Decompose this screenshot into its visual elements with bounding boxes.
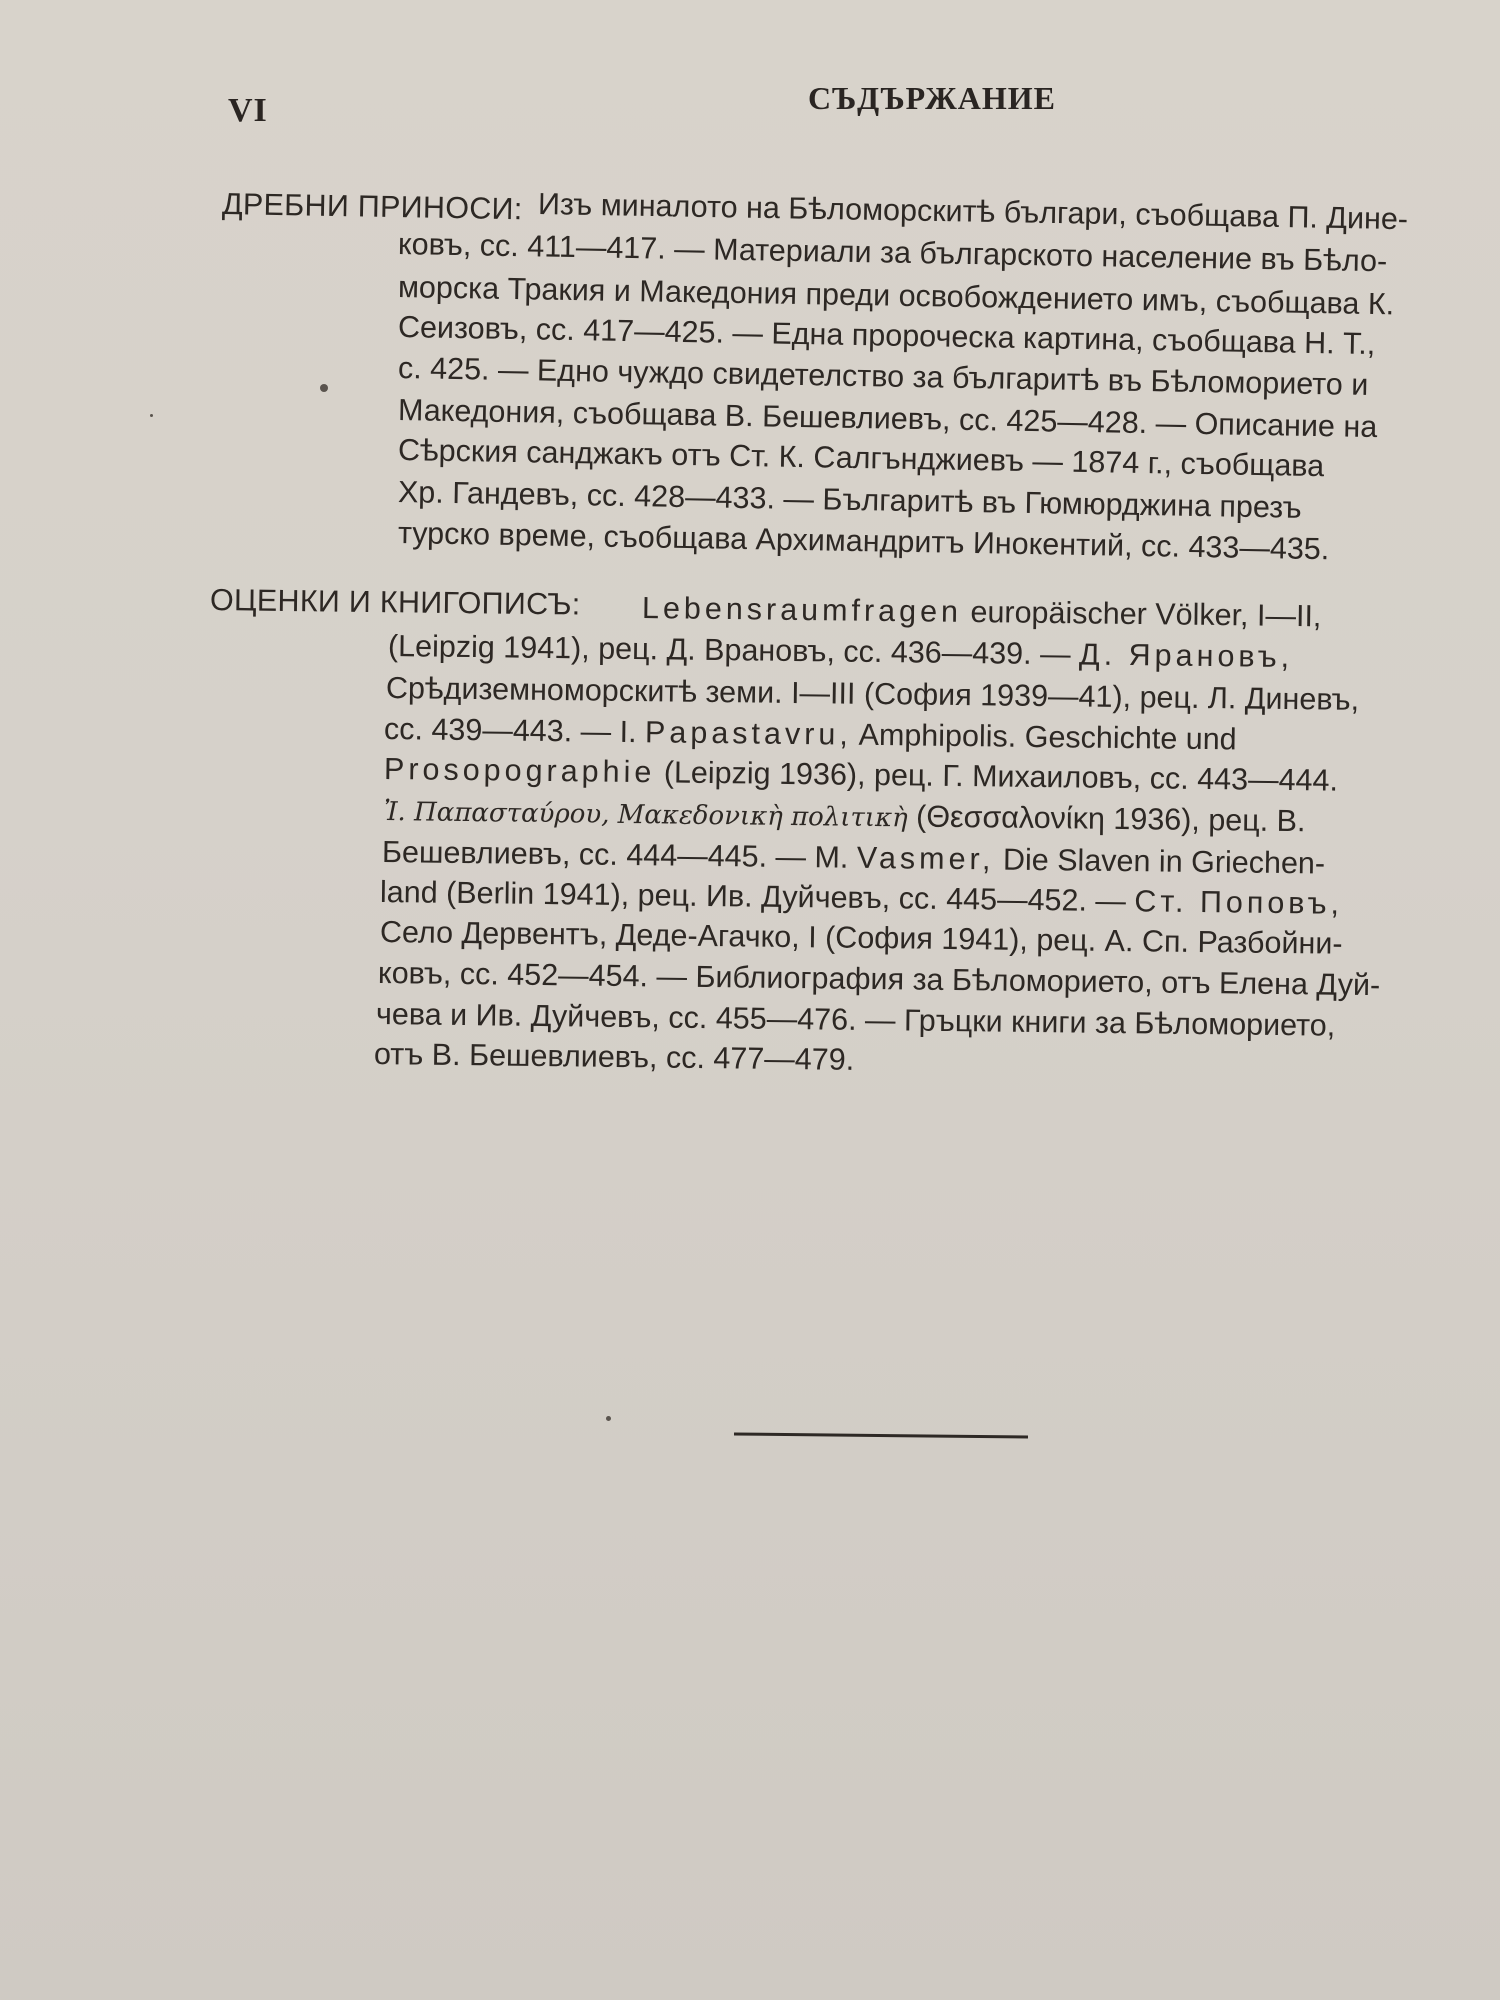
entry-line: морска Тракия и Македония преди освобождението имъ, съобщава К. — [397, 270, 1395, 322]
entry-line — [384, 751, 1338, 799]
entry-text: (Θεσσαλονίκη 1936), рец. В. — [907, 799, 1306, 839]
entry-text: Amphipolis. Geschichte und — [851, 717, 1237, 757]
entry-text: Die Slaven in Griechen- — [994, 842, 1326, 881]
entry-line — [382, 834, 1325, 882]
entry-line — [384, 711, 1237, 757]
page-number: VI — [228, 92, 268, 129]
closing-rule — [734, 1432, 1028, 1438]
entry-text: Бешевлиевъ, сс. 444—445. — M. — [381, 835, 858, 875]
entry-line: Изъ миналото на Бѣломорскитѣ българи, съобщава П. Дине- — [537, 187, 1409, 237]
entry-line — [642, 590, 1322, 634]
entry-line: с. 425. — Едно чуждо свидетелство за българитѣ въ Бѣломорието и — [397, 351, 1369, 402]
entry-line: Село Дервентъ, Деде-Агачко, I (София 1941), рец. А. Сп. Разбойни- — [379, 915, 1343, 961]
entry-line — [380, 874, 1343, 922]
entry-line: Срѣдиземноморскитѣ земи. I—III (София 1939—41), рец. Л. Диневъ, — [385, 671, 1360, 717]
entry-line — [384, 792, 1306, 841]
entry-line: ковъ, сс. 452—454. — Библиография за Бѣломорието, отъ Елена Дуй- — [377, 956, 1381, 1003]
entry-line: Македония, съобщава В. Бешевлиевъ, сс. 425—428. — Описание на — [397, 393, 1378, 445]
entry-text: сс. 439—443. — I. — [383, 712, 646, 750]
greek-title: Ἰ. Παπασταύρου, Μακεδονικὴ πολιτικὴ — [383, 797, 908, 834]
entry-line: Сѣрския санджакъ отъ Ст. К. Салгънджиевъ — 1874 г., съобщава — [397, 433, 1325, 484]
entry-text: (Leipzig 1936), рец. Г. Михаиловъ, сс. 443—444. — [655, 755, 1339, 798]
section-heading: ОЦЕНКИ И КНИГОПИСЪ: — [209, 583, 581, 622]
entry-line: отъ В. Бешевлиевъ, сс. 477—479. — [373, 1037, 855, 1077]
entry-text: europäischer Völker, I—II, — [961, 594, 1322, 634]
spaced-author: Ст. Поповъ, — [1134, 884, 1344, 921]
entry-line: ковъ, сс. 411—417. — Материали за българското население въ Бѣло- — [397, 227, 1388, 279]
entry-line: чева и Ив. Дуйчевъ, сс. 455—476. — Гръцки книги за Бѣломорието, — [375, 997, 1336, 1043]
spaced-title: Prosopographie — [383, 752, 656, 790]
entry-text: (Leipzig 1941), рец. Д. Врановъ, сс. 436—439. — — [387, 629, 1080, 672]
spaced-title: Lebensraumfragen — [641, 591, 963, 629]
entry-line: турско време, съобщава Архимандритъ Инокентий, сс. 433—435. — [397, 516, 1330, 567]
entry-line: Сеизовъ, сс. 417—425. — Една пророческа картина, съобщава Н. Т., — [397, 310, 1376, 362]
running-head: СЪДЪРЖАНИЕ — [808, 80, 1056, 116]
entry-line — [388, 628, 1294, 675]
section-heading: ДРЕБНИ ПРИНОСИ: — [221, 187, 523, 227]
entry-line: Хр. Гандевъ, сс. 428—433. — Българитѣ въ Гюмюрджина презъ — [397, 475, 1302, 525]
spaced-author: Vasmer, — [856, 840, 995, 877]
paper-speck — [606, 1416, 611, 1421]
paper-speck — [320, 384, 328, 392]
paper-speck — [150, 414, 153, 417]
entry-text: land (Berlin 1941), рец. Ив. Дуйчевъ, сс. 445—452. — — [379, 875, 1135, 919]
spaced-author: Д. Ярановъ, — [1078, 637, 1294, 675]
spaced-author: Papastavru, — [644, 715, 853, 752]
